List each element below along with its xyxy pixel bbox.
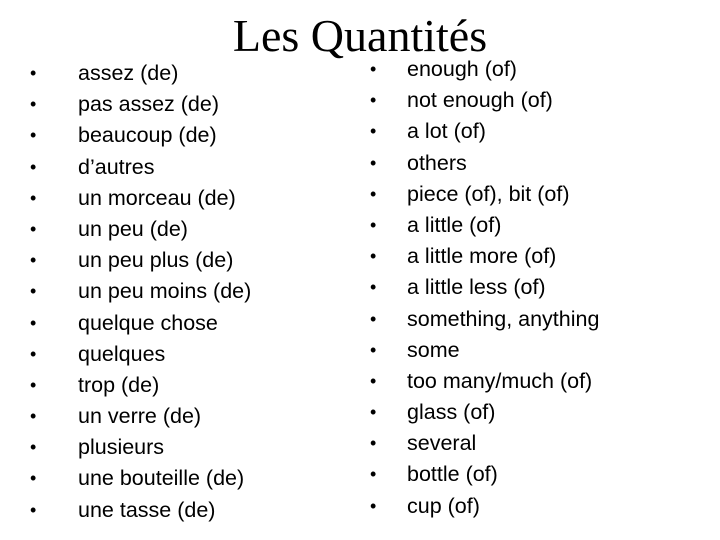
english-list-item: [370, 210, 599, 241]
list-item-text: a little (of): [407, 212, 502, 237]
french-list-item: [30, 401, 251, 432]
list-item-text: un peu moins (de): [78, 279, 252, 304]
list-item-text: not enough (of): [407, 88, 553, 113]
bullet-icon: •: [30, 125, 37, 146]
list-item-text: assez (de): [78, 61, 179, 85]
bullet-icon: •: [370, 90, 377, 111]
english-list-item: [370, 179, 599, 210]
french-list-item: [30, 183, 251, 214]
list-item-text: beaucoup (de): [78, 123, 217, 148]
list-item-text: glass (of): [407, 400, 496, 425]
english-list-item: [370, 272, 599, 303]
bullet-icon: •: [370, 152, 377, 173]
english-list-item: [370, 148, 599, 179]
bullet-icon: •: [30, 156, 37, 177]
list-item-text: too many/much (of): [407, 368, 593, 393]
english-list-item: [370, 459, 599, 490]
bullet-icon: •: [30, 406, 37, 427]
bullet-icon: •: [370, 183, 377, 204]
list-item-text: d’autres: [78, 154, 155, 179]
list-item-text: several: [407, 431, 477, 456]
english-list-item: [370, 335, 599, 366]
french-list-item: [30, 245, 251, 276]
list-item-text: un morceau (de): [78, 185, 236, 210]
list-item-text: enough (of): [407, 57, 517, 81]
english-quantities-list: [370, 54, 599, 522]
list-item-text: a lot (of): [407, 119, 486, 144]
list-item-text: un verre (de): [78, 404, 202, 429]
list-item-text: others: [407, 150, 467, 175]
french-list-item: [30, 308, 251, 339]
english-list-item: [370, 85, 599, 116]
list-item-text: pas assez (de): [78, 92, 220, 117]
french-quantities-list: [30, 58, 251, 526]
list-item-text: a little less (of): [407, 275, 546, 300]
french-list-item: [30, 276, 251, 307]
bullet-icon: •: [30, 499, 37, 520]
bullet-icon: •: [30, 218, 37, 239]
bullet-icon: •: [30, 437, 37, 458]
bullet-icon: •: [370, 308, 377, 329]
french-list-item: [30, 89, 251, 120]
french-list-item: [30, 370, 251, 401]
french-list-item: [30, 463, 251, 494]
bullet-icon: •: [30, 374, 37, 395]
english-list-item: [370, 116, 599, 147]
french-list-item: [30, 432, 251, 463]
bullet-icon: •: [370, 214, 377, 235]
french-list-item: [30, 120, 251, 151]
english-list-item: [370, 428, 599, 459]
english-list-item: [370, 491, 599, 522]
french-list-item: [30, 152, 251, 183]
list-item-text: un peu (de): [78, 216, 188, 241]
list-item-text: une tasse (de): [78, 497, 216, 522]
bullet-icon: •: [370, 464, 377, 485]
list-item-text: a little more (of): [407, 244, 557, 269]
french-list-item: [30, 214, 251, 245]
list-item-text: quelques: [78, 341, 166, 366]
bullet-icon: •: [30, 63, 37, 83]
list-item-text: un peu plus (de): [78, 248, 234, 273]
list-item-text: une bouteille (de): [78, 466, 245, 491]
english-list-item: [370, 397, 599, 428]
bullet-icon: •: [370, 402, 377, 423]
french-list-item: [30, 339, 251, 370]
bullet-icon: •: [30, 468, 37, 489]
bullet-icon: •: [370, 246, 377, 267]
bullet-icon: •: [30, 94, 37, 115]
bullet-icon: •: [370, 121, 377, 142]
bullet-icon: •: [30, 187, 37, 208]
french-list-item: [30, 495, 251, 526]
bullet-icon: •: [370, 59, 377, 79]
page-title: Les Quantités: [232, 10, 488, 61]
english-list-item: [370, 304, 599, 335]
list-item-text: trop (de): [78, 372, 160, 397]
bullet-icon: •: [30, 343, 37, 364]
bullet-icon: •: [30, 312, 37, 333]
bullet-icon: •: [370, 277, 377, 298]
list-item-text: bottle (of): [407, 462, 498, 487]
bullet-icon: •: [370, 433, 377, 454]
bullet-icon: •: [30, 281, 37, 302]
english-list-item: [370, 241, 599, 272]
list-item-text: something, anything: [407, 306, 600, 331]
bullet-icon: •: [30, 250, 37, 271]
list-item-text: cup (of): [407, 493, 480, 518]
list-item-text: piece (of), bit (of): [407, 181, 570, 206]
list-item-text: quelque chose: [78, 310, 218, 335]
bullet-icon: •: [370, 370, 377, 391]
english-list-item: [370, 54, 599, 85]
list-item-text: some: [407, 337, 460, 362]
bullet-icon: •: [370, 339, 377, 360]
french-list-item: [30, 58, 251, 89]
list-item-text: plusieurs: [78, 435, 165, 460]
english-list-item: [370, 366, 599, 397]
bullet-icon: •: [370, 495, 377, 516]
